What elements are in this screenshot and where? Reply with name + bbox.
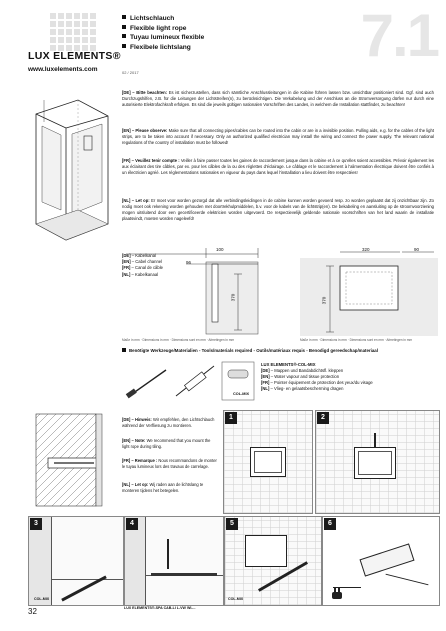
legend-fr: [FR] – Canal de câble (122, 265, 163, 271)
step-4-badge: 4 (126, 518, 138, 530)
dim-370b: 370 (321, 296, 327, 305)
dim-90: 90 (414, 247, 420, 252)
dim-370: 370 (230, 293, 236, 302)
cable-channel-drawing (122, 244, 262, 336)
dim-footnote-right: Maße in mm · Dimensions in mm · Dimensions sont en mm · Afmetingen in mm (300, 338, 413, 342)
material-title: LUX ELEMENTS®-COL-MIX (261, 362, 316, 367)
material-en: [EN] – Water vapour and tissue protection (261, 374, 340, 379)
instruction-en: [EN] – Please observe: Make sure that all connecting pipes/cables can be routed into the cabin or are in a invisible position. Pulling aids, e.g. for the cables of the light strips, are to be taken into account if necessary. Only an authorized qualified electrician may install the wiring and connect the power supply. The relevant national regulations of the country of installation must be followed! (122, 128, 435, 146)
step-3-caption: COL-MIX (34, 597, 50, 601)
document-id: 02 / 2017 (122, 70, 139, 75)
tools-heading: Benötigte Werkzeuge/Materialien - Tools/materials required - Outils/matériaux requis - Benodigd gereedschap/materiaal (122, 348, 378, 353)
step-3-badge: 3 (30, 518, 42, 530)
material-nl: [NL] – Vlieg- en gelaatsbescherming dragen (261, 386, 344, 391)
step-1-panel (223, 410, 313, 514)
step-1-badge: 1 (225, 412, 237, 424)
cabin-illustration (28, 92, 114, 250)
title-fr: Tuyau lumineux flexible (122, 33, 204, 43)
product-titles (122, 14, 204, 52)
step-4-panel (124, 516, 224, 606)
instruction-de: [DE] – Bitte beachten: Es ist sicherzustellen, dass sich sämtliche Anschlussleitungen in die Kabine führen lassen bzw. unsichtbar positioniert sind. Ggf. sind auch Durchzugshilfen, z.B. für die Leitungen der Lichtstreifen(n), zu berücksichtigen. Die Verkabelung und der Anschluss an die Stromversorgung dürfen nur durch eine autorisierte Elektrofachkraft erfolgen. Es sind die jeweils gültigen nationalen Vorschriften des Landes, in welchem die Installation stattfindet, zu beachten! (122, 90, 434, 108)
website-link[interactable]: www.luxelements.com (28, 66, 98, 73)
title-de: Lichtschlauch (122, 14, 204, 24)
step-3-panel (28, 516, 124, 606)
title-nl: Flexibele lichtslang (122, 43, 204, 53)
legend-en: [EN] – Cabel channel (122, 259, 163, 265)
step-2-panel (315, 410, 440, 514)
step-5-badge: 5 (226, 518, 238, 530)
step-5-caption: COL-MIX (228, 597, 244, 601)
note-fr: [FR] – Remarque : Nous recommandons de monter le tuyau lumineux lors des travaux de carrelage. (122, 458, 217, 469)
niche-wall-drawing (300, 244, 438, 336)
legend-nl: [NL] – Kabelkanaal (122, 271, 159, 277)
step-2-badge: 2 (317, 412, 329, 424)
dim-100: 100 (216, 247, 224, 252)
power-plug-icon (330, 588, 344, 600)
material-list (261, 362, 373, 392)
section-number: 7.1 (360, 2, 438, 69)
logo-mark-icon (50, 13, 98, 49)
colmix-tag: COL-MIX (233, 392, 250, 396)
step-4-caption: LUX ELEMENTS®-SPA CAB-LI L-VW WI-... (124, 606, 196, 610)
instruction-nl: [NL] – Let op: Er moet voor worden gezorgd dat alle verbindingsleidingen in de cabine kunnen worden gevoerd resp. zo worden geplaatst dat zij onzichtbaar zijn. Zo nodig moet ook rekening worden gehouden met doortrekhulpmiddelen, b.v. voor de kabels van de lichtstrip(en). De bekabeling en aansluiting op de stroomvoorziening mogen uitsluitend door een gecertificeerde elektricien worden uitgevoerd. De respectievelijk geldende nationale voorschriften van het land waarin de installatie plaatsvindt, moeten worden nageleefd! (122, 198, 435, 222)
note-de: [DE] – Hinweis: Wir empfehlen, den Lichtschlauch während der Verfliesung zu montieren. (122, 417, 215, 428)
wall-section-drawing (28, 410, 116, 512)
dim-320: 320 (362, 247, 370, 252)
note-nl: [NL] – Let op: Wij raden aan de lichtslang te monteren tijdens het betegelen. (122, 482, 204, 493)
brand-name: LUX ELEMENTS® (28, 50, 121, 62)
material-fr: [FR] – Pointer équipement de protection des yeux/du visage (261, 380, 373, 385)
step-6-badge: 6 (324, 518, 336, 530)
dim-96: 96 (186, 260, 192, 265)
legend-de: [DE] – Kabelkanal (122, 253, 156, 258)
instruction-fr: [FR] – Veuillez tenir compte : Veiller à faire passer toutes les gaines de raccordement jusque dans la cabine et à ce qu'elles soient accessibles. Prévoir également les aux éclairant des tire câbles, par ex. pour les câbles de la ou des réglettes d'éclairage. Le câblage et le raccordement à l'alimentation électrique doivent être confiés à un électricien agréé. Les réglementations nationales en vigueur du pays dans lequel l'installation a lieu doivent être respectées! (122, 158, 434, 176)
title-en: Flexible light rope (122, 24, 204, 34)
step-5-panel (224, 516, 322, 606)
material-de: [DE] – Mappen und Bandabdichtsfl. kleppen (261, 368, 344, 373)
note-en: [EN] – Note: We recommend that you mount the light rope during tiling. (122, 438, 211, 449)
page-number: 32 (28, 607, 37, 616)
dim-footnote-left: Maße in mm · Dimensions in mm · Dimensions sont en mm · Afmetingen in mm (122, 338, 235, 342)
